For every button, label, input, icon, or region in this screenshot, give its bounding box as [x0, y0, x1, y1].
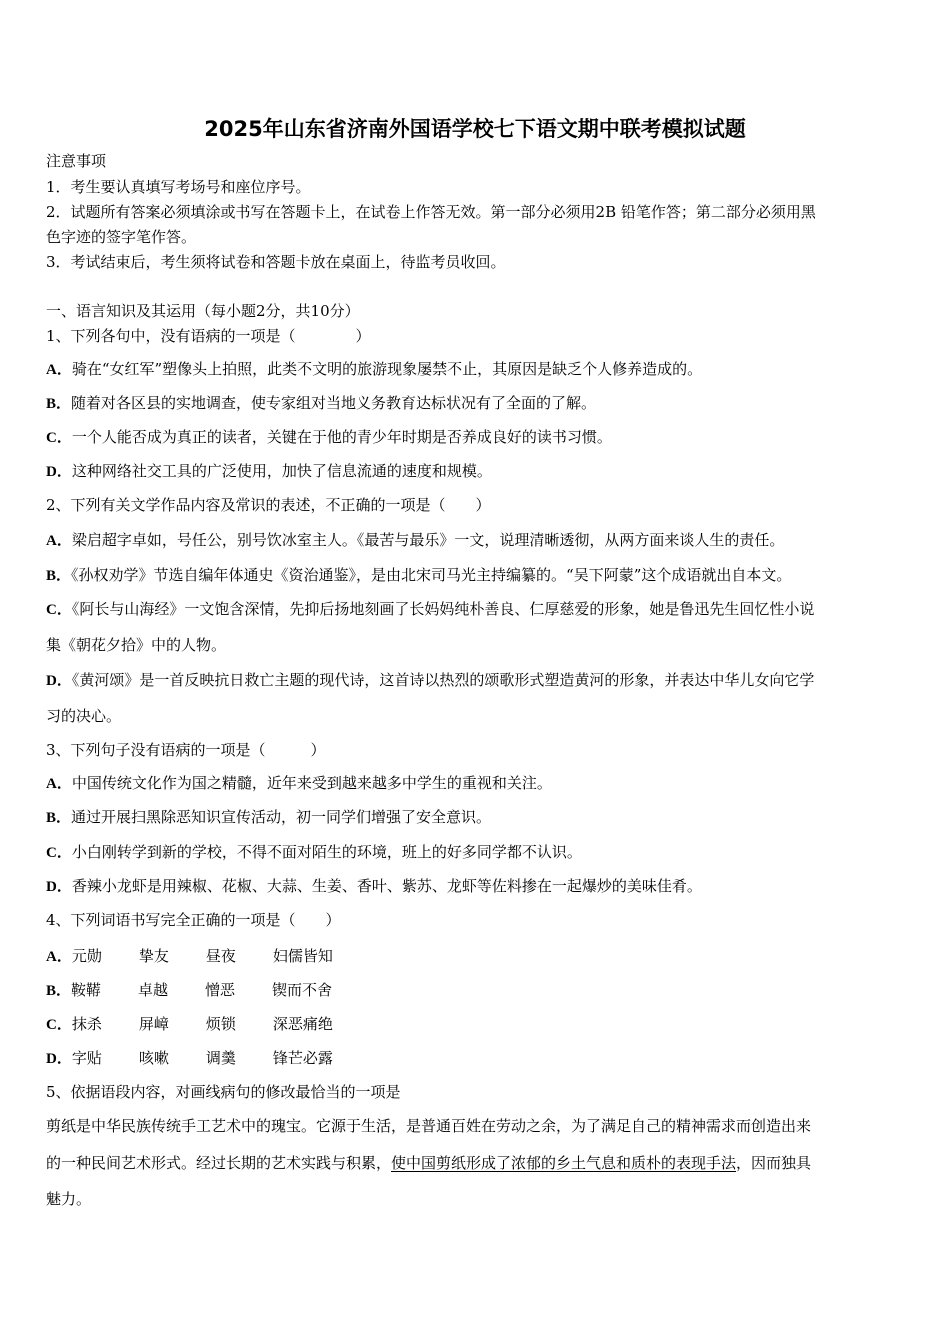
- option-row: [46, 773, 552, 794]
- option-word: 憎恶: [205, 981, 236, 999]
- option-row: [46, 427, 612, 448]
- option-letter: D．: [46, 1051, 72, 1067]
- option-letter: B．: [46, 810, 72, 826]
- option-row: [46, 359, 702, 380]
- option-row: [46, 980, 332, 1001]
- option-letter: D．: [46, 673, 72, 689]
- option-word: 妇儒皆知: [272, 947, 333, 965]
- option-text: 骑在“女红军”塑像头上拍照，此类不文明的旅游现象屡禁不止，其原因是缺乏个人修养造成的。: [71, 360, 703, 378]
- option-word: 挚友: [138, 947, 169, 965]
- option-word: 锲而不舍: [272, 981, 333, 999]
- question-stem: 1、下列各句中，没有语病的一项是（ ）: [46, 327, 371, 345]
- passage-line: [46, 1153, 811, 1173]
- notice-item: 2．试题所有答案必须填涂或书写在答题卡上，在试卷上作答无效。第一部分必须用2B 铅笔作答；第二部分必须用黑: [46, 203, 816, 221]
- option-letter: A．: [46, 362, 72, 378]
- option-letter: B．: [46, 568, 72, 584]
- option-letter: B．: [46, 983, 72, 999]
- option-row-continued: [46, 706, 121, 727]
- option-letter: A．: [46, 949, 72, 965]
- option-text: 梁启超字卓如，号任公，别号饮冰室主人。《最苦与最乐》一文，说理清晰透彻，从两方面来谈人生的责任。: [71, 531, 785, 549]
- passage-line: 剪纸是中华民族传统手工艺术中的瑰宝。它源于生活，是普通百姓在劳动之余，为了满足自己的精神需求而创造出来: [46, 1117, 812, 1135]
- option-word: 咳嗽: [138, 1049, 169, 1067]
- notice-item: 3．考试结束后，考生须将试卷和答题卡放在桌面上，待监考员收回。: [46, 253, 506, 271]
- notice-item: 色字迹的签字笔作答。: [46, 228, 197, 246]
- question-stem: 2、下列有关文学作品内容及常识的表述，不正确的一项是（ ）: [46, 496, 491, 514]
- passage-line: 魅力。: [46, 1190, 92, 1208]
- option-word: 元勋: [71, 947, 102, 965]
- option-word: 昼夜: [205, 947, 236, 965]
- option-word: 鞍鞯: [71, 981, 102, 999]
- option-word: 烦锁: [205, 1015, 236, 1033]
- option-word: 屏嶂: [138, 1015, 169, 1033]
- option-text: 《黄河颂》是一首反映抗日救亡主题的现代诗，这首诗以热烈的颂歌形式塑造黄河的形象，并表达中华儿女向它学: [71, 671, 815, 689]
- page-title: 2025年山东省济南外国语学校七下语文期中联考模拟试题: [204, 117, 746, 141]
- option-row: [46, 946, 333, 967]
- option-letter: D．: [46, 879, 72, 895]
- option-letter: A．: [46, 533, 72, 549]
- option-row: [46, 393, 596, 414]
- option-row: [46, 599, 814, 620]
- option-row: [46, 670, 814, 691]
- option-text: 《孙权劝学》节选自编年体通史《资治通鉴》，是由北宋司马光主持编纂的。“吴下阿蒙”这个成语就出自本文。: [71, 566, 792, 584]
- option-row: [46, 565, 791, 586]
- option-letter: C．: [46, 1017, 72, 1033]
- option-text: 一个人能否成为真正的读者，关键在于他的青少年时期是否养成良好的读书习惯。: [71, 428, 612, 446]
- option-row: [46, 1048, 333, 1069]
- option-row: [46, 1014, 333, 1035]
- option-text: 随着对各区县的实地调查，使专家组对当地义务教育达标状况有了全面的了解。: [71, 394, 597, 412]
- notice-heading: 注意事项: [46, 152, 107, 170]
- option-letter: C．: [46, 845, 72, 861]
- section-heading: 一、语言知识及其运用（每小题2分，共10分）: [46, 302, 360, 320]
- option-row: [46, 807, 491, 828]
- option-word: 调羹: [205, 1049, 236, 1067]
- option-row: [46, 876, 702, 897]
- option-text: 集《朝花夕拾》中的人物。: [46, 636, 227, 654]
- option-word: 字贴: [71, 1049, 102, 1067]
- option-text: 《阿长与山海经》一文饱含深情，先抑后扬地刻画了长妈妈纯朴善良、仁厚慈爱的形象，她是鲁迅先生回忆性小说: [71, 600, 815, 618]
- option-letter: C．: [46, 602, 72, 618]
- option-word: 卓越: [138, 981, 169, 999]
- option-letter: D．: [46, 464, 72, 480]
- option-row-continued: [46, 635, 226, 656]
- option-text: 小白刚转学到新的学校，不得不面对陌生的环境，班上的好多同学都不认识。: [71, 843, 582, 861]
- option-word: 抹杀: [71, 1015, 102, 1033]
- underlined-sentence: 使中国剪纸形成了浓郁的乡土气息和质朴的表现手法: [391, 1154, 737, 1172]
- option-word: 锋芒必露: [272, 1049, 333, 1067]
- option-word: 深恶痛绝: [272, 1015, 333, 1033]
- option-letter: A．: [46, 776, 72, 792]
- option-text: 习的决心。: [46, 707, 122, 725]
- passage-text: ，因而独具: [736, 1154, 812, 1172]
- question-stem: 4、下列词语书写完全正确的一项是（ ）: [46, 911, 341, 929]
- notice-item: 1．考生要认真填写考场号和座位序号。: [46, 178, 311, 196]
- option-letter: C．: [46, 430, 72, 446]
- option-text: 通过开展扫黑除恶知识宣传活动，初一同学们增强了安全意识。: [71, 808, 492, 826]
- question-stem: 3、下列句子没有语病的一项是（ ）: [46, 741, 326, 759]
- option-text: 香辣小龙虾是用辣椒、花椒、大蒜、生姜、香叶、紫苏、龙虾等佐料掺在一起爆炒的美味佳肴。: [71, 877, 702, 895]
- option-row: [46, 842, 582, 863]
- option-row: [46, 530, 784, 551]
- option-letter: B．: [46, 396, 72, 412]
- option-row: [46, 461, 492, 482]
- option-text: 这种网络社交工具的广泛使用，加快了信息流通的速度和规模。: [71, 462, 492, 480]
- question-stem: 5、依据语段内容，对画线病句的修改最恰当的一项是: [46, 1083, 401, 1101]
- option-text: 中国传统文化作为国之精髓，近年来受到越来越多中学生的重视和关注。: [71, 774, 552, 792]
- passage-text: 的一种民间艺术形式。经过长期的艺术实践与积累，: [46, 1154, 392, 1172]
